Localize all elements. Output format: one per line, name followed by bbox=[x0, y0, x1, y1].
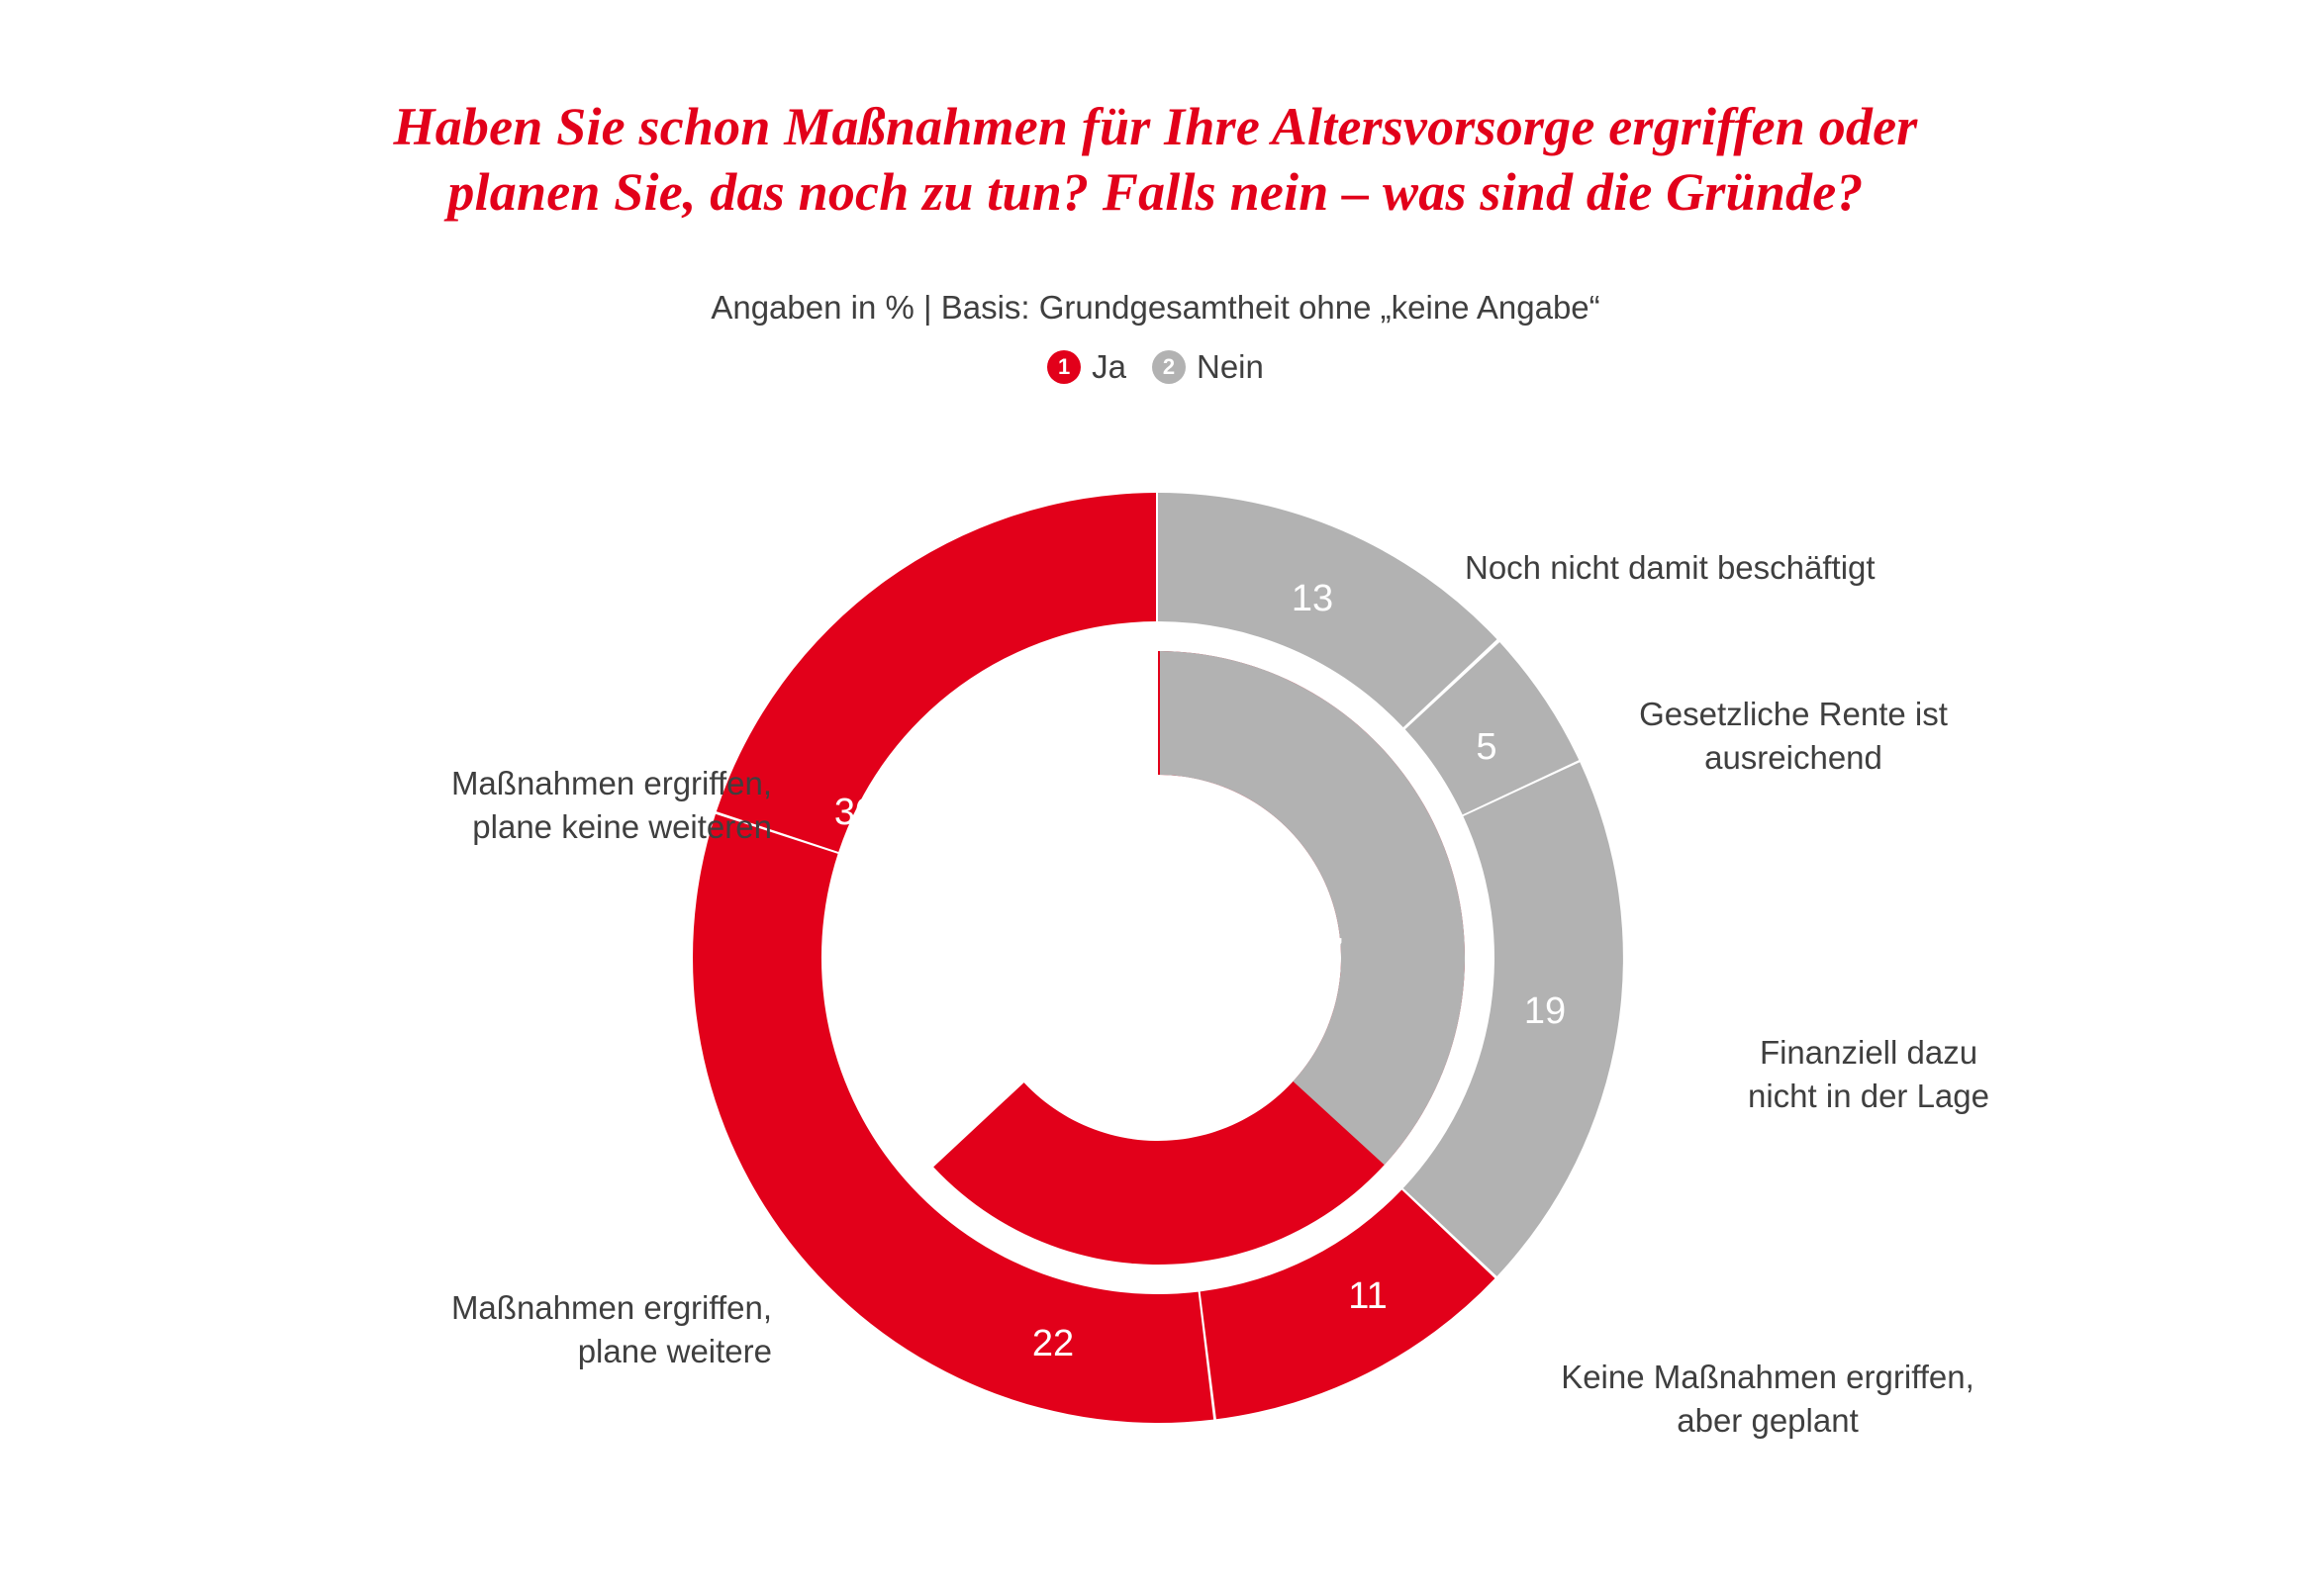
legend-badge-2: 2 bbox=[1152, 350, 1186, 384]
chart-legend bbox=[0, 348, 2311, 386]
outer-value-keine-geplant: 11 bbox=[1348, 1275, 1388, 1318]
label-text-line-2: nicht in der Lage bbox=[1747, 1077, 1989, 1114]
donut-chart bbox=[693, 493, 1623, 1423]
label-noch-nicht-damit-beschaeftigt bbox=[1465, 546, 2019, 590]
label-gesetzliche-rente-ausreichend bbox=[1576, 693, 2011, 779]
label-text-line-1: Keine Maßnahmen ergriffen, bbox=[1561, 1359, 1974, 1395]
title-line-2: planen Sie, das noch zu tun? Falls nein – was sind die Gründe? bbox=[447, 161, 1864, 222]
label-massnahmen-plane-weitere bbox=[327, 1286, 772, 1372]
inner-value-ja: 63 bbox=[975, 923, 1048, 997]
label-text-line-2: plane weitere bbox=[577, 1332, 772, 1369]
outer-slice-plane-keine bbox=[717, 493, 1156, 852]
outer-value-finanziell: 19 bbox=[1523, 990, 1567, 1033]
label-keine-massnahmen-aber-geplant bbox=[1491, 1356, 2045, 1442]
label-massnahmen-plane-keine-weiteren bbox=[257, 762, 772, 848]
legend-label-nein: Nein bbox=[1196, 348, 1264, 385]
outer-value-noch-nicht: 13 bbox=[1291, 578, 1334, 620]
legend-item-nein bbox=[1152, 348, 1264, 386]
label-text-line-2: aber geplant bbox=[1677, 1401, 1859, 1439]
label-text-line-1: Maßnahmen ergriffen, bbox=[450, 765, 772, 801]
label-finanziell-nicht-in-der-lage bbox=[1671, 1031, 2067, 1117]
outer-value-plane-keine: 30 bbox=[833, 792, 877, 834]
label-text-line-2: plane keine weiteren bbox=[472, 807, 772, 845]
legend-item-ja bbox=[1047, 348, 1126, 386]
donut-svg bbox=[693, 493, 1623, 1423]
label-text: Noch nicht damit beschäftigt bbox=[1465, 549, 1876, 586]
legend-label-ja: Ja bbox=[1092, 348, 1126, 385]
label-text-line-1: Finanziell dazu bbox=[1759, 1034, 1978, 1071]
outer-value-gesetzliche: 5 bbox=[1476, 726, 1497, 769]
page-title bbox=[0, 95, 2311, 226]
outer-value-plane-weitere: 22 bbox=[1031, 1323, 1075, 1365]
title-line-1: Haben Sie schon Maßnahmen für Ihre Altersvorsorge ergriffen oder bbox=[393, 97, 1918, 156]
label-text-line-2: ausreichend bbox=[1704, 738, 1882, 776]
legend-badge-1: 1 bbox=[1047, 350, 1081, 384]
chart-subtitle: Angaben in % | Basis: Grundgesamtheit ohne „keine Angabe“ bbox=[711, 289, 1600, 326]
label-text-line-1: Maßnahmen ergriffen, bbox=[450, 1289, 772, 1326]
label-text-line-1: Gesetzliche Rente ist bbox=[1639, 696, 1948, 732]
inner-value-nein: 37 bbox=[1272, 923, 1345, 997]
